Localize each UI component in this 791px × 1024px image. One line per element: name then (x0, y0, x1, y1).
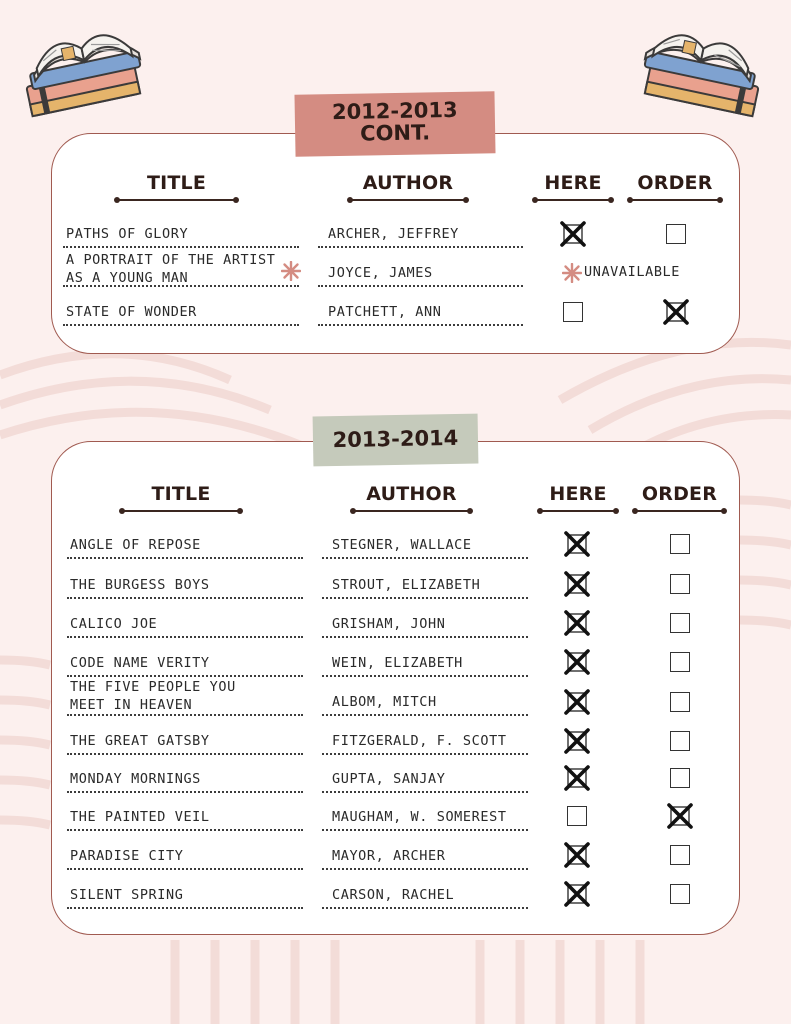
header-underline (117, 199, 236, 201)
order-checkbox[interactable] (670, 768, 690, 788)
row-divider (67, 907, 303, 909)
row-divider (318, 324, 523, 326)
here-checkbox-checked[interactable] (560, 221, 586, 247)
book-title: ANGLE OF REPOSE (70, 537, 201, 553)
row-divider (63, 324, 299, 326)
book-author: JOYCE, JAMES (328, 265, 433, 281)
here-checkbox-checked[interactable] (564, 531, 590, 557)
header-underline (630, 199, 720, 201)
order-checkbox[interactable] (670, 613, 690, 633)
row-divider (67, 791, 303, 793)
asterisk-icon (281, 261, 301, 281)
book-title: PARADISE CITY (70, 848, 184, 864)
here-checkbox-checked[interactable] (564, 842, 590, 868)
header-underline (535, 199, 611, 201)
order-checkbox[interactable] (666, 224, 686, 244)
here-checkbox-checked[interactable] (564, 610, 590, 636)
row-divider (322, 675, 528, 677)
row-divider (63, 246, 299, 248)
row-divider (67, 636, 303, 638)
here-checkbox-checked[interactable] (564, 881, 590, 907)
book-title: CALICO JOE (70, 616, 158, 632)
row-divider (67, 829, 303, 831)
book-title: THE BURGESS BOYS (70, 577, 210, 593)
column-header-order: ORDER (641, 483, 718, 505)
book-author: PATCHETT, ANN (328, 304, 442, 320)
book-author: CARSON, RACHEL (332, 887, 455, 903)
order-checkbox[interactable] (670, 652, 690, 672)
here-checkbox-checked[interactable] (564, 689, 590, 715)
column-header-title: TITLE (151, 483, 211, 505)
book-title: STATE OF WONDER (66, 304, 197, 320)
column-header-title: TITLE (146, 172, 207, 194)
here-checkbox-checked[interactable] (564, 571, 590, 597)
book-title: THE GREAT GATSBY (70, 733, 210, 749)
column-header-here: HERE (549, 483, 607, 505)
book-author: STEGNER, WALLACE (332, 537, 472, 553)
row-divider (67, 753, 303, 755)
order-checkbox[interactable] (670, 731, 690, 751)
row-divider (67, 597, 303, 599)
header-underline (350, 199, 466, 201)
here-checkbox[interactable] (563, 302, 583, 322)
book-title: A PORTRAIT OF THE ARTIST AS A YOUNG MAN (66, 252, 276, 286)
order-checkbox[interactable] (670, 845, 690, 865)
header-underline (122, 510, 240, 512)
order-checkbox[interactable] (670, 534, 690, 554)
book-author: MAUGHAM, W. SOMEREST (332, 809, 507, 825)
header-underline (540, 510, 616, 512)
book-title: PATHS OF GLORY (66, 226, 189, 242)
column-header-order: ORDER (637, 172, 713, 194)
asterisk-icon (562, 263, 582, 283)
here-checkbox-checked[interactable] (564, 765, 590, 791)
open-book-icon (628, 14, 768, 119)
section-banner: 2013-2014 (313, 414, 479, 467)
book-title: THE PAINTED VEIL (70, 809, 210, 825)
column-header-here: HERE (544, 172, 602, 194)
header-underline (635, 510, 724, 512)
order-checkbox[interactable] (670, 574, 690, 594)
header-underline (353, 510, 470, 512)
column-header-author: AUTHOR (366, 483, 457, 505)
row-divider (322, 791, 528, 793)
row-divider (318, 246, 523, 248)
order-checkbox[interactable] (670, 884, 690, 904)
row-divider (322, 868, 528, 870)
book-title: CODE NAME VERITY (70, 655, 210, 671)
row-divider (322, 636, 528, 638)
book-author: GRISHAM, JOHN (332, 616, 446, 632)
book-author: WEIN, ELIZABETH (332, 655, 463, 671)
row-divider (67, 714, 303, 716)
row-divider (67, 557, 303, 559)
order-checkbox[interactable] (670, 692, 690, 712)
order-checkbox-checked[interactable] (663, 299, 689, 325)
column-header-author: AUTHOR (362, 172, 454, 194)
here-checkbox-checked[interactable] (564, 649, 590, 675)
row-divider (63, 285, 299, 287)
row-divider (322, 714, 528, 716)
here-checkbox[interactable] (567, 806, 587, 826)
open-book-icon (17, 14, 157, 119)
order-checkbox-checked[interactable] (667, 803, 693, 829)
section-banner: 2012-2013 CONT. (294, 91, 495, 156)
here-checkbox-checked[interactable] (564, 728, 590, 754)
book-author: MAYOR, ARCHER (332, 848, 446, 864)
row-divider (322, 753, 528, 755)
row-divider (322, 907, 528, 909)
row-divider (67, 675, 303, 677)
unavailable-note: UNAVAILABLE (584, 264, 681, 280)
book-title: THE FIVE PEOPLE YOU MEET IN HEAVEN (70, 679, 236, 713)
row-divider (322, 829, 528, 831)
book-author: ALBOM, MITCH (332, 694, 437, 710)
book-author: ARCHER, JEFFREY (328, 226, 459, 242)
row-divider (322, 597, 528, 599)
book-title: SILENT SPRING (70, 887, 184, 903)
row-divider (318, 285, 523, 287)
row-divider (67, 868, 303, 870)
book-title: MONDAY MORNINGS (70, 771, 201, 787)
book-author: GUPTA, SANJAY (332, 771, 446, 787)
row-divider (322, 557, 528, 559)
book-author: STROUT, ELIZABETH (332, 577, 481, 593)
book-author: FITZGERALD, F. SCOTT (332, 733, 507, 749)
